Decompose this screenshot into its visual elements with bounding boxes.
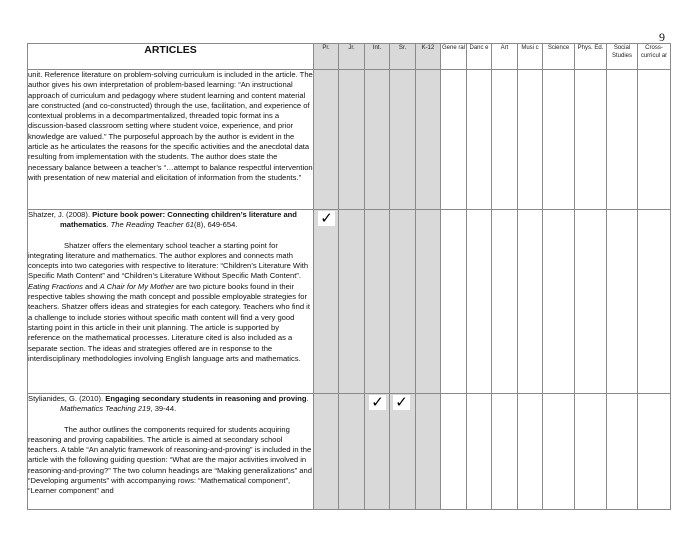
summary-text: Shatzer offers the elementary school teacher a starting point for integrating literature and mathematics. The author explores and connects math concepts into two categories with respective to literature: “Children’s Literature With Specific Math Content” and “Children’s Literature Without Specific Math Content”. (28, 240, 309, 281)
level-header-jr: Jr. (339, 44, 365, 70)
subject-header-general: Gene ral (441, 44, 467, 70)
citation-title: Engaging secondary students in reasoning and proving (105, 394, 307, 403)
subject-cell (575, 210, 607, 394)
level-cell (416, 210, 441, 394)
table-row (28, 70, 671, 210)
subject-cell (638, 70, 671, 210)
subject-header-dance: Danc e (467, 44, 492, 70)
table-row (28, 394, 671, 510)
subject-cell (441, 210, 467, 394)
subject-cell (467, 70, 492, 210)
header-row (28, 44, 671, 70)
subject-cell (543, 210, 575, 394)
level-cell-int (365, 394, 390, 510)
level-header-sr: Sr. (390, 44, 416, 70)
level-cell (339, 394, 365, 510)
citation-pages: , 39-44. (150, 404, 177, 414)
subject-cell (441, 70, 467, 210)
subject-cell (638, 394, 671, 510)
citation-title: Picture book power: Connecting children’s literature and mathematics (60, 210, 297, 230)
level-cell (365, 70, 390, 210)
level-header-pr: Pr. (314, 44, 339, 70)
subject-cell (492, 210, 518, 394)
subject-cell (543, 70, 575, 210)
level-header-int: Int. (365, 44, 390, 70)
article-description (28, 394, 314, 510)
book-title: A Chair for My Mother (99, 281, 174, 291)
subject-header-cross-curricular: Cross-curricul ar (638, 44, 671, 70)
subject-cell (518, 394, 543, 510)
citation-separator: . (306, 394, 309, 403)
level-cell (314, 394, 339, 510)
citation (28, 394, 313, 415)
summary-text: are two picture books found in their respective tables showing the math concept and possible employable strategies for teachers. Shatzer offers ideas and strategies for each category. Teachers who find it a challenge to include stories without specific math content will find a very good starting point in this article in their unit planning. The article is supported by reference on the mathematical processes. Literature cited is also included as a separate section. The ideas and strategies offered are in response to the interdisciplinary methodologies involving English language arts and mathematics. (28, 281, 310, 363)
subject-header-phys-ed: Phys. Ed. (575, 44, 607, 70)
citation-author: Shatzer, J. (2008). (28, 210, 93, 219)
checkmark-icon: ✓ (393, 395, 410, 410)
subject-cell (607, 394, 638, 510)
level-cell (390, 70, 416, 210)
level-header-k12: K-12 (416, 44, 441, 70)
subject-cell (492, 394, 518, 510)
subject-cell (467, 394, 492, 510)
spacer (28, 415, 313, 425)
citation-author: Stylianides, G. (2010). (28, 394, 106, 403)
articles-table (27, 43, 671, 510)
level-cell (314, 70, 339, 210)
subject-header-art: Art (492, 44, 518, 70)
level-cell-pr (314, 210, 339, 394)
article-description (28, 210, 314, 394)
level-cell (416, 394, 441, 510)
subject-cell (441, 394, 467, 510)
level-cell (390, 210, 416, 394)
checkmark-icon: ✓ (318, 211, 335, 226)
citation-journal: The Reading Teacher 61 (110, 220, 194, 230)
subject-header-music: Musi c (518, 44, 543, 70)
citation-separator: . (106, 220, 111, 230)
summary: The author outlines the components required for students acquiring reasoning and proving capabilities. The article is aimed at secondary school teachers. A table “An analytic framework of reasoning-and-proving” is included in the article with the following guiding question: “What are the major activities involved in reasoning-and-proving?” The two column headings are “Making generalizations” and “Developing arguments” with accompanying rows: “Mathematical component”, “Learner component” and (28, 424, 312, 496)
articles-header: ARTICLES (28, 44, 314, 70)
citation (28, 210, 313, 231)
subject-cell (575, 70, 607, 210)
level-cell-sr (390, 394, 416, 510)
subject-cell (543, 394, 575, 510)
spacer (28, 231, 313, 241)
subject-cell (638, 210, 671, 394)
continued-text: unit. Reference literature on problem-solving curriculum is included in the article. The author gives his own interpretation of problem-based learning: “An instructional approach of curriculum and pedagogy where student learning and content material are constructed (and co-constructed) through the use, facilitation, and experience of contextual problems in a decompartmentalized, threaded topic format ins a discussion-based classroom setting where student voice, experience, and prior knowledge are valued.” The purposeful approach by the author is evident in the article as he articulates the reasons for the specific activities and the anecdotal data resulting from implementation with the students. The author does state the necessary balance between a teacher’s “…attempt to balance respectful intervention with presentation of new material and elicitation of information from the students.” (28, 70, 313, 182)
level-cell (339, 210, 365, 394)
citation-journal: Mathematics Teaching 219 (60, 404, 151, 414)
page-number: 9 (659, 30, 665, 44)
subject-cell (607, 210, 638, 394)
subject-cell (518, 70, 543, 210)
subject-header-science: Science (543, 44, 575, 70)
article-description (28, 70, 314, 210)
subject-cell (467, 210, 492, 394)
subject-cell (607, 70, 638, 210)
subject-cell (518, 210, 543, 394)
citation-pages: (8), 649-654. (193, 220, 238, 230)
summary-text: and (82, 281, 100, 291)
level-cell (416, 70, 441, 210)
level-cell (365, 210, 390, 394)
subject-cell (575, 394, 607, 510)
subject-header-social-studies: Social Studies (607, 44, 638, 70)
book-title: Eating Fractions (28, 281, 83, 291)
table-row (28, 210, 671, 394)
summary (28, 241, 313, 365)
level-cell (339, 70, 365, 210)
checkmark-icon: ✓ (369, 395, 386, 410)
subject-cell (492, 70, 518, 210)
